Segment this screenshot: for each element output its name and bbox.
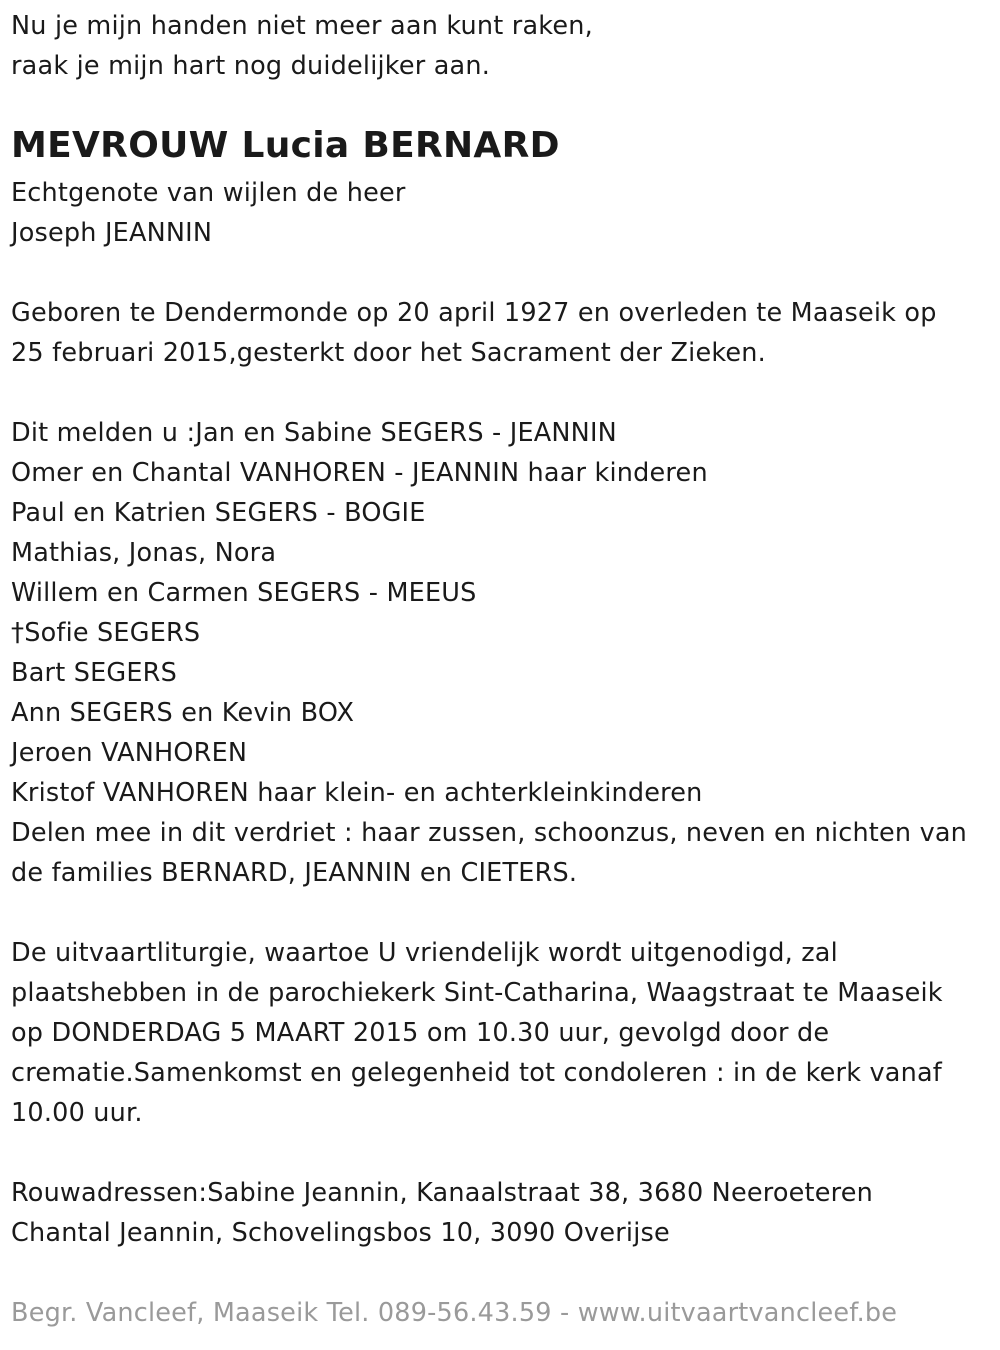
family-line: Omer en Chantal VANHOREN - JEANNIN haar kinderen bbox=[11, 458, 708, 488]
poem-line-2: raak je mijn hart nog duidelijker aan. bbox=[11, 51, 491, 81]
ceremony-line: De uitvaartliturgie, waartoe U vriendelijk wordt uitgenodigd, zal bbox=[11, 938, 838, 968]
family-line: Delen mee in dit verdriet : haar zussen, schoonzus, neven en nichten van bbox=[11, 818, 968, 848]
spouse-line-2: Joseph JEANNIN bbox=[11, 218, 213, 248]
address-line: Chantal Jeannin, Schovelingsbos 10, 3090 Overijse bbox=[11, 1218, 670, 1248]
family-line: Paul en Katrien SEGERS - BOGIE bbox=[11, 498, 426, 528]
family-line: Dit melden u :Jan en Sabine SEGERS - JEANNIN bbox=[11, 418, 617, 448]
ceremony-line: crematie.Samenkomst en gelegenheid tot condoleren : in de kerk vanaf bbox=[11, 1058, 942, 1088]
family-line: Bart SEGERS bbox=[11, 658, 177, 688]
funeral-home-footer: Begr. Vancleef, Maaseik Tel. 089-56.43.59 - www.uitvaartvancleef.be bbox=[11, 1298, 898, 1328]
ceremony-line: 10.00 uur. bbox=[11, 1098, 143, 1128]
family-line-deceased bbox=[11, 613, 200, 653]
address-line: Rouwadressen:Sabine Jeannin, Kanaalstraat 38, 3680 Neeroeteren bbox=[11, 1178, 873, 1208]
cross-icon: † bbox=[11, 618, 25, 648]
birth-death-line-2: 25 februari 2015,gesterkt door het Sacrament der Zieken. bbox=[11, 338, 766, 368]
ceremony-line: op DONDERDAG 5 MAART 2015 om 10.30 uur, gevolgd door de bbox=[11, 1018, 830, 1048]
spouse-line-1: Echtgenote van wijlen de heer bbox=[11, 178, 406, 208]
family-line: Jeroen VANHOREN bbox=[11, 738, 248, 768]
family-line: Ann SEGERS en Kevin BOX bbox=[11, 698, 355, 728]
family-line: de families BERNARD, JEANNIN en CIETERS. bbox=[11, 858, 578, 888]
poem-line-1: Nu je mijn handen niet meer aan kunt raken, bbox=[11, 11, 593, 41]
birth-death-line-1: Geboren te Dendermonde op 20 april 1927 en overleden te Maaseik op bbox=[11, 298, 937, 328]
deceased-name: MEVROUW Lucia BERNARD bbox=[11, 125, 560, 166]
family-line: Kristof VANHOREN haar klein- en achterkleinkinderen bbox=[11, 778, 703, 808]
ceremony-line: plaatshebben in de parochiekerk Sint-Catharina, Waagstraat te Maaseik bbox=[11, 978, 943, 1008]
family-line: Mathias, Jonas, Nora bbox=[11, 538, 277, 568]
family-line-text: Sofie SEGERS bbox=[24, 618, 201, 648]
family-line: Willem en Carmen SEGERS - MEEUS bbox=[11, 578, 477, 608]
